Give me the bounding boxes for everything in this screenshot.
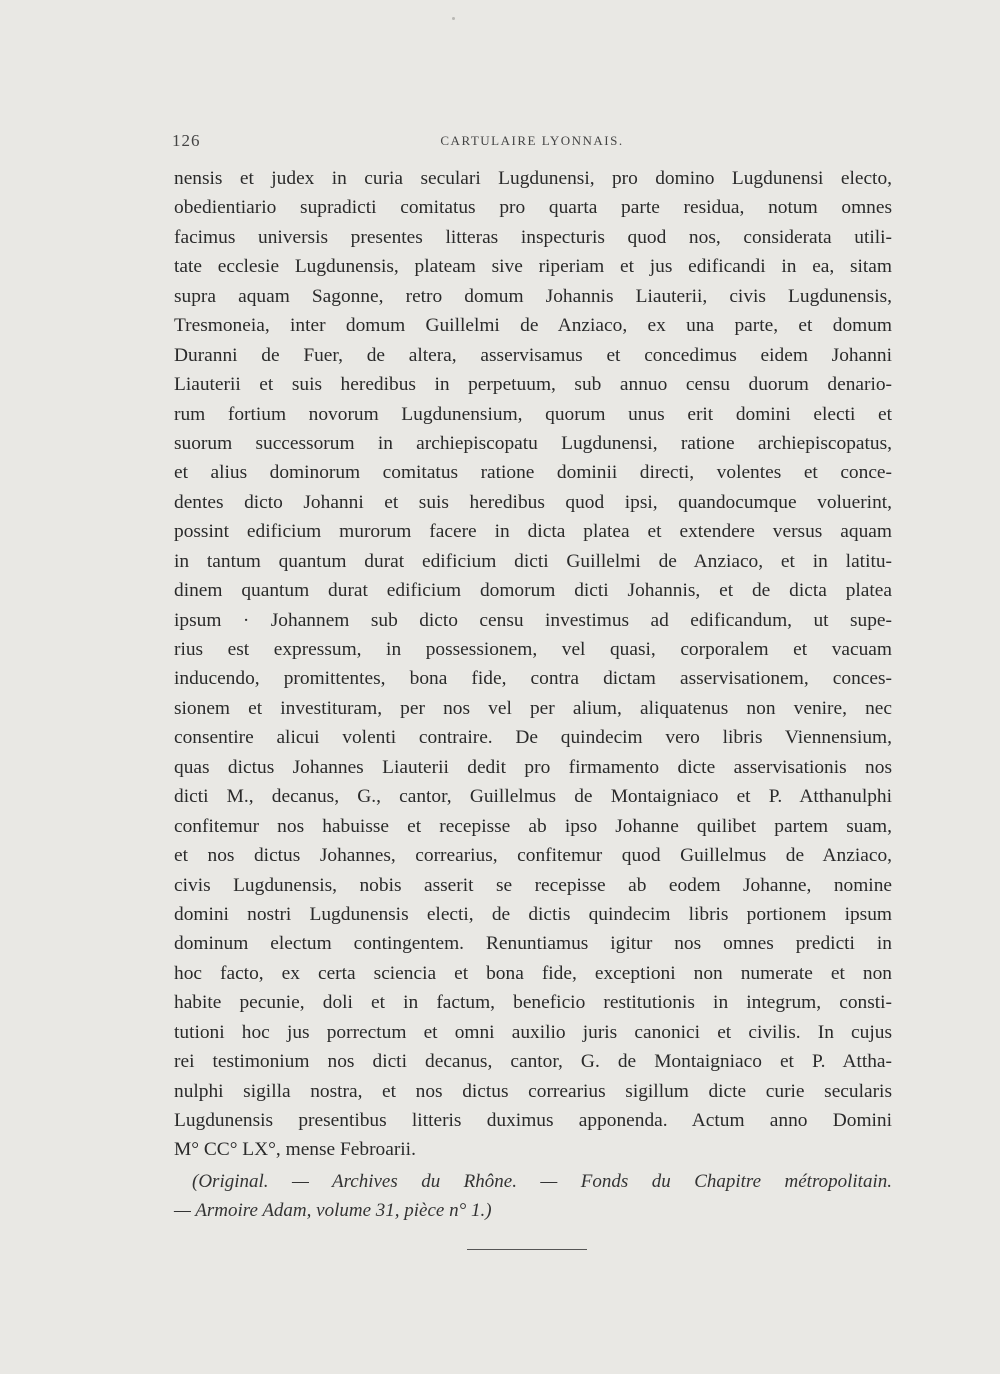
text-line: Duranni de Fuer, de altera, asservisamus et concedimus eidem Johanni — [174, 344, 892, 366]
paper-speck — [452, 17, 455, 20]
text-line: tutioni hoc jus porrectum et omni auxilio juris canonici et civilis. In cujus — [174, 1021, 892, 1043]
text-line: tate ecclesie Lugdunensis, plateam sive riperiam et jus edificandi in ea, sitam — [174, 256, 892, 278]
text-line: sionem et investituram, per nos vel per alium, aliquatenus non venire, nec — [174, 697, 892, 719]
text-line: possint edificium murorum facere in dicta platea et extendere versus aquam — [174, 521, 892, 543]
text-line: in tantum quantum durat edificium dicti Guillelmi de Anziaco, et in latitu- — [174, 550, 892, 572]
text-line: supra aquam Sagonne, retro domum Johannis Liauterii, civis Lugdunensis, — [174, 285, 892, 307]
text-line: rius est expressum, in possessionem, vel quasi, corporalem et vacuam — [174, 639, 892, 660]
text-line: quas dictus Johannes Liauterii dedit pro firmamento dicte asservisationis nos — [174, 756, 892, 778]
text-line: inducendo, promittentes, bona fide, contra dictam asservisationem, conces- — [174, 668, 892, 690]
text-line: dicti M., decanus, G., cantor, Guillelmus de Montaigniaco et P. Atthanulphi — [174, 786, 892, 808]
text-line: nulphi sigilla nostra, et nos dictus correarius sigillum dicte curie secularis — [174, 1080, 892, 1102]
source-citation — [174, 1167, 892, 1225]
text-line: et alius dominorum comitatus ratione dominii directi, volentes et conce- — [174, 462, 892, 484]
text-line: hoc facto, ex certa sciencia et bona fide, exceptioni non numerate et non — [174, 962, 892, 984]
running-head — [172, 131, 892, 155]
text-line: consentire alicui volenti contraire. De quindecim vero libris Viennensium, — [174, 727, 892, 749]
citation-line: — Armoire Adam, volume 31, pièce n° 1.) — [174, 1200, 492, 1221]
text-line: habite pecunie, doli et in factum, beneficio restitutionis in integrum, consti- — [174, 992, 892, 1014]
text-line: suorum successorum in archiepiscopatu Lugdunensi, ratione archiepiscopatus, — [174, 432, 892, 454]
text-line: rei testimonium nos dicti decanus, cantor, G. de Montaigniaco et P. Attha- — [174, 1051, 892, 1073]
text-line: dentes dicto Johanni et suis heredibus quod ipsi, quandocumque voluerint, — [174, 491, 892, 513]
text-line: facimus universis presentes litteras inspecturis quod nos, considerata utili- — [174, 226, 892, 248]
closing-rule — [467, 1249, 587, 1250]
running-title: CARTULAIRE LYONNAIS. — [440, 133, 624, 148]
text-line: dominum electum contingentem. Renuntiamus igitur nos omnes predicti in — [174, 933, 892, 955]
text-line: dinem quantum durat edificium domorum dicti Johannis, et de dicta platea — [174, 580, 892, 602]
text-line: ipsum · Johannem sub dicto censu investimus ad edificandum, ut supe- — [174, 609, 892, 631]
text-line: et nos dictus Johannes, correarius, confitemur quod Guillelmus de Anziaco, — [174, 845, 892, 867]
text-line: Tresmoneia, inter domum Guillelmi de Anziaco, ex una parte, et domum — [174, 315, 892, 337]
text-line: confitemur nos habuisse et recepisse ab ipso Johanne quilibet partem suam, — [174, 815, 892, 837]
text-line: rum fortium novorum Lugdunensium, quorum unus erit domini electi et — [174, 403, 892, 425]
citation-line: (Original. — Archives du Rhône. — Fonds du Chapitre métropolitain. — [192, 1171, 892, 1192]
charter-text — [174, 164, 892, 1165]
text-line: nensis et judex in curia seculari Lugdunensi, pro domino Lugdunensi electo, — [174, 168, 892, 189]
text-line: civis Lugdunensis, nobis asserit se recepisse ab eodem Johanne, nomine — [174, 874, 892, 896]
text-line-last: M° CC° LX°, mense Febroarii. — [174, 1139, 416, 1161]
text-line: domini nostri Lugdunensis electi, de dictis quindecim libris portionem ipsum — [174, 903, 892, 925]
page-number: 126 — [172, 131, 201, 150]
text-line: obedientiario supradicti comitatus pro quarta parte residua, notum omnes — [174, 197, 892, 219]
text-line: Liauterii et suis heredibus in perpetuum, sub annuo censu duorum denario- — [174, 374, 892, 396]
text-line: Lugdunensis presentibus litteris duximus apponenda. Actum anno Domini — [174, 1110, 892, 1131]
